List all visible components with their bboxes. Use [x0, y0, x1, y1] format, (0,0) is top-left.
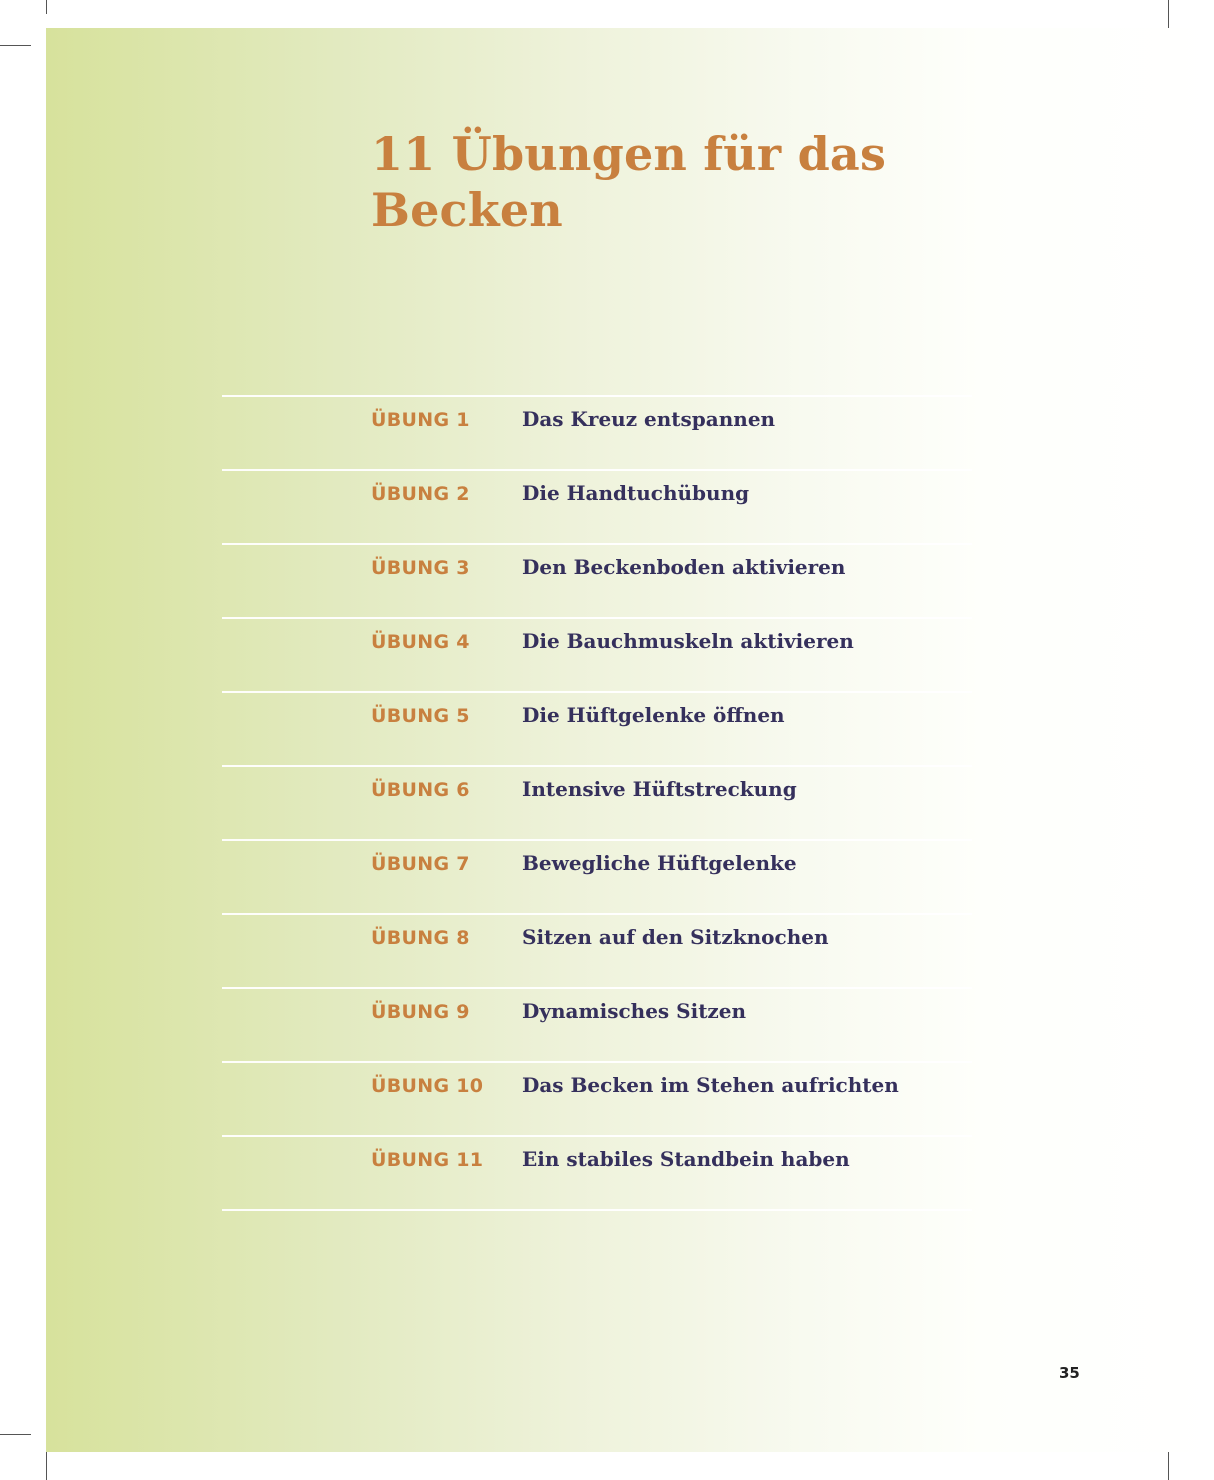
exercise-row — [222, 691, 972, 765]
exercise-number: ÜBUNG 6 — [371, 779, 470, 801]
exercise-title: Die Bauchmuskeln aktivieren — [522, 629, 854, 653]
exercise-number: ÜBUNG 11 — [371, 1149, 484, 1171]
exercise-title: Ein stabiles Standbein haben — [522, 1147, 850, 1171]
crop-mark — [46, 1452, 47, 1480]
exercise-number: ÜBUNG 3 — [371, 557, 470, 579]
exercise-number: ÜBUNG 7 — [371, 853, 470, 875]
exercise-row — [222, 395, 972, 469]
exercise-number: ÜBUNG 10 — [371, 1075, 484, 1097]
exercise-title: Die Handtuchübung — [522, 481, 750, 505]
exercise-row — [222, 543, 972, 617]
exercise-title: Intensive Hüftstreckung — [522, 777, 797, 801]
exercise-row — [222, 913, 972, 987]
exercise-title: Den Beckenboden aktivieren — [522, 555, 846, 579]
crop-mark — [0, 45, 31, 46]
exercise-row — [222, 839, 972, 913]
exercise-title: Bewegliche Hüftgelenke — [522, 851, 797, 875]
exercise-row — [222, 1061, 972, 1135]
exercise-title: Das Kreuz entspannen — [522, 407, 776, 431]
exercise-number: ÜBUNG 9 — [371, 1001, 470, 1023]
exercise-list — [222, 395, 972, 1211]
exercise-row — [222, 1135, 972, 1211]
exercise-row — [222, 469, 972, 543]
exercise-number: ÜBUNG 8 — [371, 927, 470, 949]
exercise-number: ÜBUNG 5 — [371, 705, 470, 727]
exercise-title: Das Becken im Stehen aufrichten — [522, 1073, 899, 1097]
crop-mark — [1168, 0, 1169, 30]
crop-mark — [0, 1434, 31, 1435]
exercise-title: Die Hüftgelenke öffnen — [522, 703, 785, 727]
exercise-number: ÜBUNG 1 — [371, 409, 470, 431]
exercise-number: ÜBUNG 2 — [371, 483, 470, 505]
exercise-row — [222, 617, 972, 691]
crop-mark — [46, 0, 47, 14]
exercise-row — [222, 765, 972, 839]
page-title: 11 Übungen für das Becken — [371, 127, 887, 237]
exercise-title: Sitzen auf den Sitzknochen — [522, 925, 829, 949]
page-number: 35 — [1059, 1364, 1080, 1382]
exercise-title: Dynamisches Sitzen — [522, 999, 747, 1023]
crop-mark — [1168, 1448, 1169, 1480]
exercise-number: ÜBUNG 4 — [371, 631, 470, 653]
exercise-row — [222, 987, 972, 1061]
